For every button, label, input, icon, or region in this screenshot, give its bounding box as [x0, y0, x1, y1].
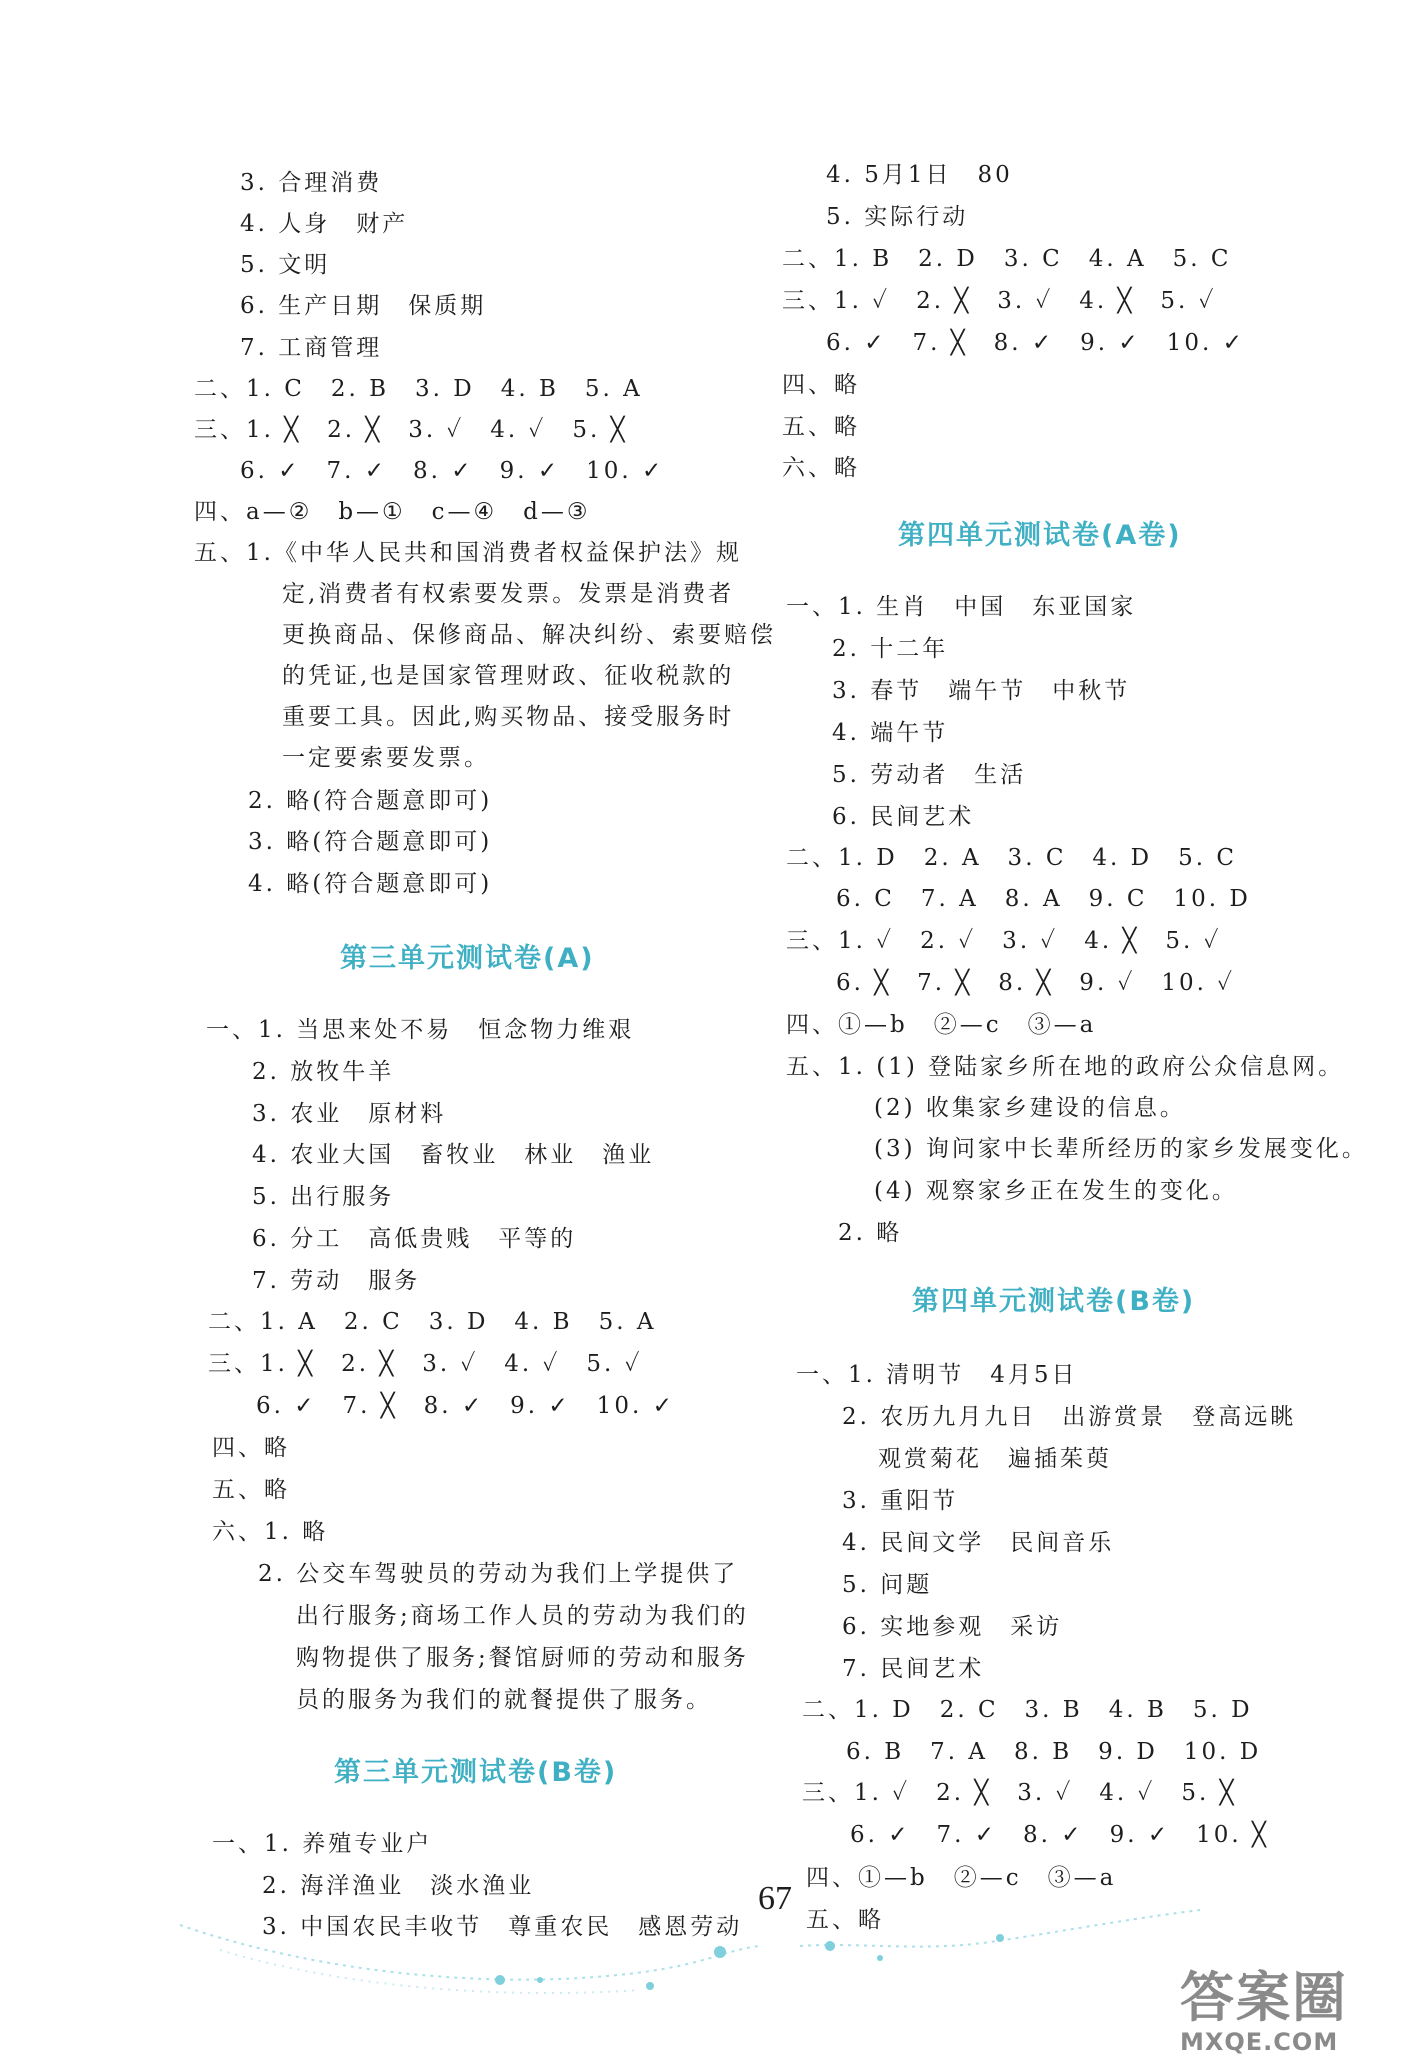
answer-line: 6. B 7. A 8. B 9. D 10. D — [846, 1739, 1262, 1765]
answer-line: 六、1. 略 — [212, 1519, 329, 1545]
answer-line: 7. 民间艺术 — [842, 1656, 985, 1682]
answer-line: 二、1. B 2. D 3. C 4. A 5. C — [782, 246, 1232, 272]
answer-line: 3. 中国农民丰收节 尊重农民 感恩劳动 — [262, 1914, 743, 1940]
answer-line: 6. ✓ 7. ╳ 8. ✓ 9. ✓ 10. ✓ — [256, 1393, 675, 1419]
answer-line: 五、略 — [782, 414, 860, 440]
answer-line: 二、1. A 2. C 3. D 4. B 5. A — [208, 1309, 657, 1335]
answer-line: 购物提供了服务;餐馆厨师的劳动和服务 — [296, 1645, 749, 1671]
answer-line: 员的服务为我们的就餐提供了服务。 — [296, 1687, 712, 1713]
answer-line: 6. ╳ 7. ╳ 8. ╳ 9. ✓ 10. ✓ — [836, 970, 1236, 996]
answer-line: 一、1. 清明节 4月5日 — [796, 1362, 1078, 1388]
answer-line: 2. 公交车驾驶员的劳动为我们上学提供了 — [258, 1561, 739, 1587]
answer-line: 一、1. 生肖 中国 东亚国家 — [786, 594, 1137, 620]
answer-line: 3. 农业 原材料 — [252, 1101, 447, 1127]
answer-line: 2. 十二年 — [832, 636, 949, 662]
answer-line: 4. 民间文学 民间音乐 — [842, 1530, 1115, 1556]
answer-line: 一、1. 养殖专业户 — [212, 1831, 433, 1857]
answer-line: 7. 劳动 服务 — [252, 1268, 421, 1294]
answer-line: 4. 农业大国 畜牧业 林业 渔业 — [252, 1142, 655, 1168]
answer-line: 6. C 7. A 8. A 9. C 10. D — [836, 886, 1251, 912]
answer-line: 6. 生产日期 保质期 — [240, 293, 487, 319]
answer-line: 3. 合理消费 — [240, 170, 383, 196]
answer-line: 6. 分工 高低贵贱 平等的 — [252, 1226, 577, 1252]
answer-line: 三、1. ✓ 2. ╳ 3. ✓ 4. ╳ 5. ✓ — [782, 288, 1217, 314]
answer-line: 观赏菊花 遍插茱萸 — [878, 1446, 1112, 1472]
answer-line: 六、略 — [782, 455, 860, 481]
section-title: 第三单元测试卷(B卷) — [334, 1757, 618, 1788]
answer-line: 的凭证,也是国家管理财政、征收税款的 — [282, 663, 735, 689]
answer-line: 三、1. ✓ 2. ✓ 3. ✓ 4. ╳ 5. ✓ — [786, 928, 1222, 954]
answer-line: 2. 农历九月九日 出游赏景 登高远眺 — [842, 1404, 1297, 1430]
answer-line: 4. 略(符合题意即可) — [248, 871, 493, 897]
answer-line: (2) 收集家乡建设的信息。 — [874, 1095, 1186, 1121]
answer-line: 6. ✓ 7. ╳ 8. ✓ 9. ✓ 10. ✓ — [826, 330, 1245, 356]
answer-line: 三、1. ╳ 2. ╳ 3. ✓ 4. ✓ 5. ╳ — [194, 417, 628, 443]
answer-line: 6. 民间艺术 — [832, 804, 975, 830]
answer-line: 五、略 — [806, 1907, 884, 1933]
answer-line: 一、1. 当思来处不易 恒念物力维艰 — [206, 1017, 635, 1043]
answer-line: 4. 人身 财产 — [240, 211, 409, 237]
answer-line: 5. 劳动者 生活 — [832, 762, 1027, 788]
answer-line: 二、1. D 2. C 3. B 4. B 5. D — [802, 1697, 1253, 1723]
answer-line: 二、1. C 2. B 3. D 4. B 5. A — [194, 376, 643, 402]
answer-line: (4) 观察家乡正在发生的变化。 — [874, 1178, 1238, 1204]
answer-line: 5. 出行服务 — [252, 1184, 395, 1210]
answer-line: 6. ✓ 7. ✓ 8. ✓ 9. ✓ 10. ╳ — [850, 1822, 1269, 1848]
page-number: 67 — [758, 1880, 792, 1917]
watermark-logo: 答案圈 — [1180, 1966, 1348, 2029]
watermark — [1180, 1968, 1348, 2056]
answer-line: 3. 春节 端午节 中秋节 — [832, 678, 1131, 704]
watermark-url: MXQE.COM — [1180, 2028, 1339, 2056]
answer-line: 出行服务;商场工作人员的劳动为我们的 — [296, 1603, 749, 1629]
answer-line: 五、1. (1) 登陆家乡所在地的政府公众信息网。 — [786, 1054, 1345, 1080]
section-title: 第四单元测试卷(A卷) — [898, 520, 1182, 551]
answer-line: 7. 工商管理 — [240, 335, 383, 361]
answer-line: 重要工具。因此,购买物品、接受服务时 — [282, 704, 735, 730]
answer-line: 6. 实地参观 采访 — [842, 1614, 1063, 1640]
answer-line: 4. 端午节 — [832, 720, 949, 746]
answer-line: 三、1. ╳ 2. ╳ 3. ✓ 4. ✓ 5. ✓ — [208, 1351, 643, 1377]
answer-line: 四、a—② b—① c—④ d—③ — [194, 499, 591, 525]
section-title: 第四单元测试卷(B卷) — [912, 1286, 1196, 1317]
answer-line: 四、①—b ②—c ③—a — [786, 1012, 1097, 1038]
answer-line: 3. 略(符合题意即可) — [248, 829, 493, 855]
answer-line: 2. 海洋渔业 淡水渔业 — [262, 1873, 535, 1899]
answer-line: 更换商品、保修商品、解决纠纷、索要赔偿 — [282, 622, 776, 648]
answer-line: 4. 5月1日 80 — [826, 162, 1013, 188]
section-title: 第三单元测试卷(A) — [340, 943, 595, 974]
answer-line: (3) 询问家中长辈所经历的家乡发展变化。 — [874, 1136, 1368, 1162]
answer-line: 四、略 — [782, 372, 860, 398]
answer-line: 2. 略(符合题意即可) — [248, 788, 493, 814]
answer-line: 5. 文明 — [240, 252, 331, 278]
answer-line: 定,消费者有权索要发票。发票是消费者 — [282, 581, 735, 607]
answer-line: 3. 重阳节 — [842, 1488, 959, 1514]
answer-line: 五、1.《中华人民共和国消费者权益保护法》规 — [194, 540, 742, 566]
answer-line: 三、1. ✓ 2. ╳ 3. ✓ 4. ✓ 5. ╳ — [802, 1780, 1237, 1806]
answer-line: 6. ✓ 7. ✓ 8. ✓ 9. ✓ 10. ✓ — [240, 458, 665, 484]
answer-line: 四、①—b ②—c ③—a — [806, 1865, 1117, 1891]
answer-line: 五、略 — [212, 1477, 290, 1503]
answer-line: 二、1. D 2. A 3. C 4. D 5. C — [786, 845, 1237, 871]
answer-line: 2. 放牧牛羊 — [252, 1059, 395, 1085]
footer-wave-decoration — [160, 1880, 1220, 2000]
answer-line: 5. 问题 — [842, 1572, 933, 1598]
answer-line: 5. 实际行动 — [826, 204, 969, 230]
answer-line: 一定要索要发票。 — [282, 745, 490, 771]
answer-line: 2. 略 — [838, 1220, 903, 1246]
answer-line: 四、略 — [212, 1435, 290, 1461]
